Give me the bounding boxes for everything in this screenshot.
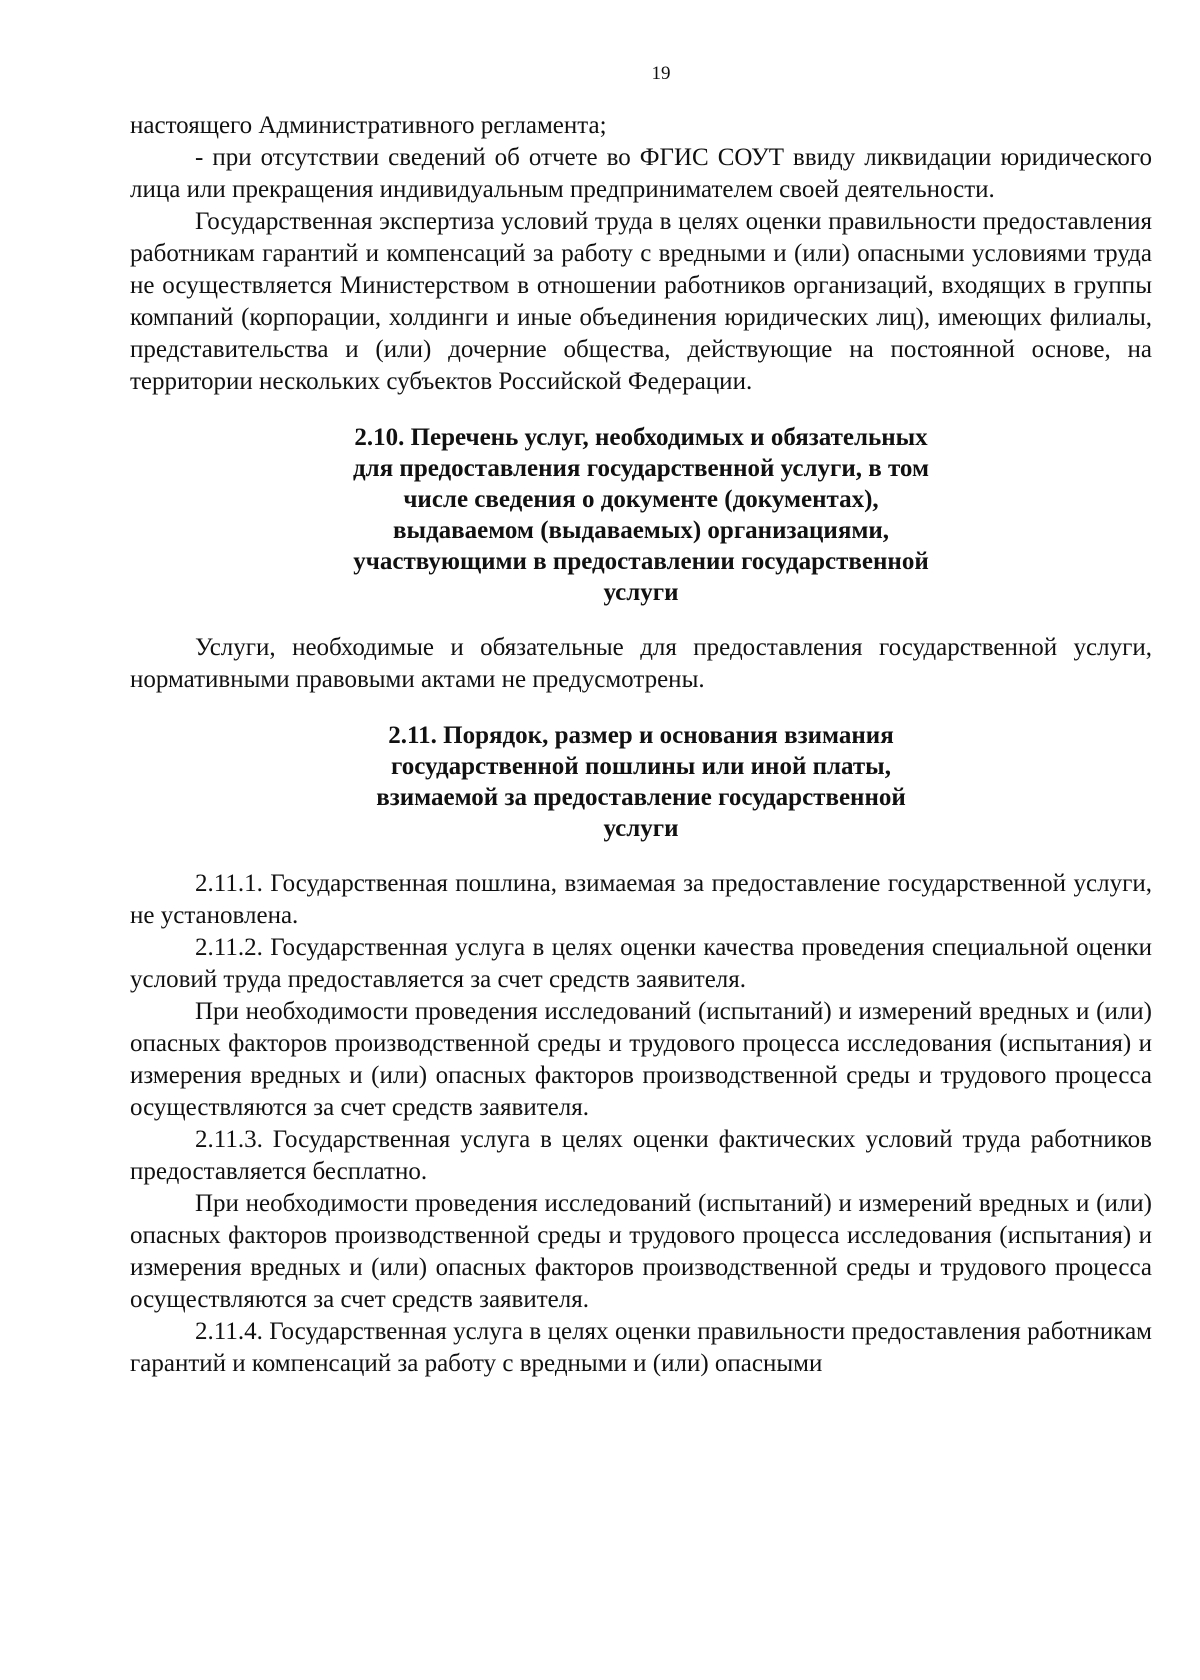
heading-line: 2.11. Порядок, размер и основания взимания <box>388 722 894 749</box>
heading-line: взимаемой за предоставление государственной <box>376 784 906 811</box>
paragraph-2-11-3: 2.11.3. Государственная услуга в целях оценки фактических условий труда работников предоставляется бесплатно. <box>130 1126 1152 1185</box>
paragraph-measurements-applicant-paid: При необходимости проведения исследований (испытаний) и измерений вредных и (или) опасных факторов производственной среды и трудового процесса исследования (испытания) и измерения вредных и (или) опасных факторов производственной среды и трудового процесса осуществляются за счет средств заявителя. <box>130 998 1152 1121</box>
paragraph-2-11-4: 2.11.4. Государственная услуга в целях оценки правильности предоставления работникам гарантий и компенсаций за работу с вредными и (или) опасными <box>130 1318 1152 1377</box>
paragraph-fgis-absence: - при отсутствии сведений об отчете во ФГИС СОУТ ввиду ликвидации юридического лица или прекращения индивидуальным предпринимателем своей деятельности. <box>130 144 1152 203</box>
heading-line: услуги <box>603 815 679 842</box>
heading-line: государственной пошлины или иной платы, <box>391 753 891 780</box>
paragraph-2-11-2: 2.11.2. Государственная услуга в целях оценки качества проведения специальной оценки условий труда предоставляется за счет средств заявителя. <box>130 934 1152 993</box>
paragraph-services-not-provided: Услуги, необходимые и обязательные для предоставления государственной услуги, нормативными правовыми актами не предусмотрены. <box>130 634 1152 693</box>
paragraph-expertise-exception: Государственная экспертиза условий труда в целях оценки правильности предоставления работникам гарантий и компенсаций за работу с вредными и (или) опасными условиями труда не осуществляется Министерством в отношении работников организаций, входящих в группы компаний (корпорации, холдинги и иные объединения юридических лиц), имеющих филиалы, представительства и (или) дочерние общества, действующие на постоянной основе, на территории нескольких субъектов Российской Федерации. <box>130 208 1152 395</box>
paragraph-measurements-applicant-paid-repeat: При необходимости проведения исследований (испытаний) и измерений вредных и (или) опасных факторов производственной среды и трудового процесса исследования (испытания) и измерения вредных и (или) опасных факторов производственной среды и трудового процесса осуществляются за счет средств заявителя. <box>130 1190 1152 1313</box>
heading-line: для предоставления государственной услуги, в том <box>352 455 929 482</box>
page-number: 19 <box>651 63 671 84</box>
heading-line: выдаваемом (выдаваемых) организациями, <box>392 517 890 544</box>
paragraph-2-11-1: 2.11.1. Государственная пошлина, взимаемая за предоставление государственной услуги, не установлена. <box>130 870 1152 929</box>
section-heading-2-11 <box>130 720 1152 844</box>
section-heading-2-10 <box>130 422 1152 608</box>
heading-line: участвующими в предоставлении государственной <box>353 548 929 575</box>
paragraph-reglament-end: настоящего Административного регламента; <box>130 112 607 139</box>
heading-line: числе сведения о документе (документах), <box>403 486 879 513</box>
heading-line: услуги <box>603 579 679 606</box>
heading-line: 2.10. Перечень услуг, необходимых и обязательных <box>354 424 928 451</box>
